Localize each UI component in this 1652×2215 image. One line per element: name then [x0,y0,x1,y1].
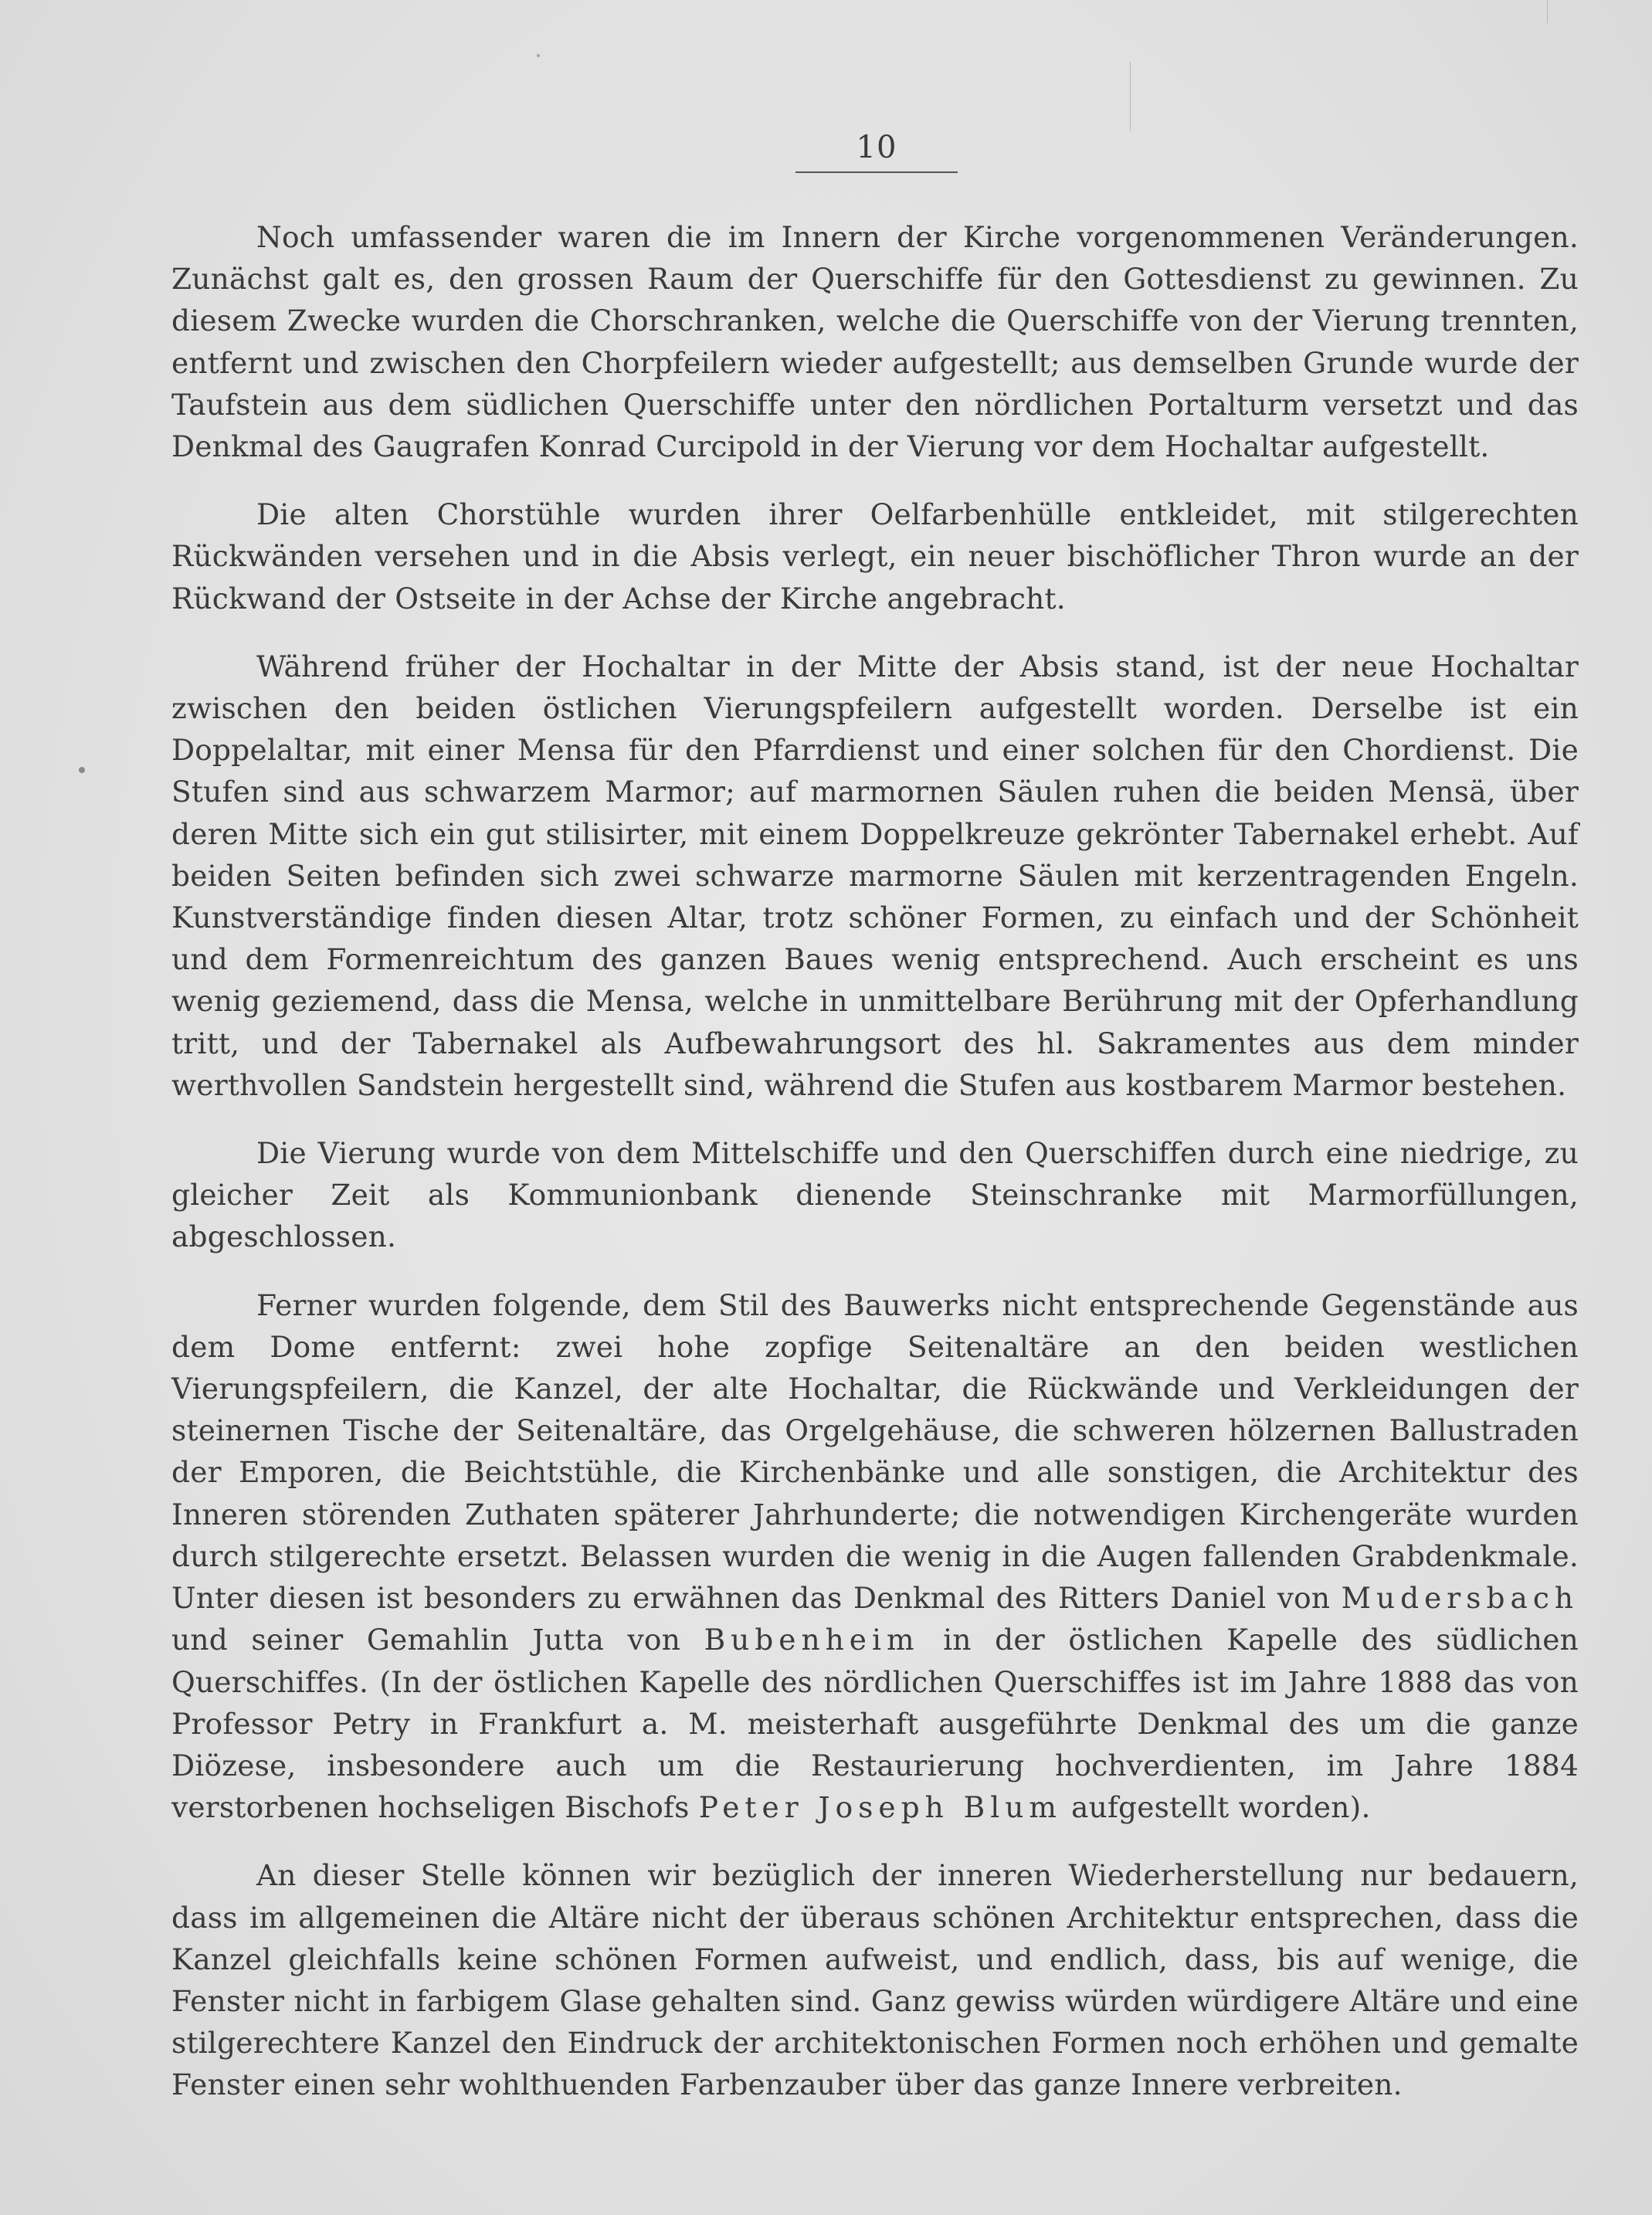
paragraph-4: Die Vierung wurde von dem Mittelschiffe und den Querschiffen durch eine niedrige, zu gleicher Zeit als Kommunionbank dienende Steinschranke mit Marmorfüllungen, abgeschlossen. [171,1136,1579,1254]
scan-speck [537,54,540,57]
paragraph-6: An dieser Stelle können wir bezüglich der inneren Wiederherstellung nur bedauern, dass im allgemeinen die Altäre nicht der überaus schönen Architektur entsprechen, dass die Kanzel gleichfalls keine schönen Formen aufweist, und endlich, dass, bis auf wenige, die Fenster nicht in farbigem Glase gehalten sind. Ganz gewiss würden würdigere Altäre und eine stilgerechtere Kanzel den Eindruck der architektonischen Formen noch erhöhen und gemalte Fenster einen sehr wohlthuenden Farbenzauber über das ganze Innere verbreiten. [171,1858,1579,2102]
paragraph-5-part-3: in der östlichen Kapelle des südlichen Querschiffes. (In der östlichen Kapelle des nördlichen Querschiffes ist im Jahre 1888 das von Professor Petry in Frankfurt a. M. meisterhaft ausgeführte Denkmal des um die ganze Diözese, insbesondere auch um die Restaurierung hochverdienten, im Jahre 1884 verstorbenen hochseligen Bischofs [171,1623,1579,1825]
body-text [171,216,1579,2132]
paragraph-2: Die alten Chorstühle wurden ihrer Oelfarbenhülle entkleidet, mit stilgerechten Rückwänden versehen und in die Absis verlegt, ein neuer bischöflicher Thron wurde an der Rückwand der Ostseite in der Achse der Kirche angebracht. [171,497,1579,616]
paragraph-1: Noch umfassender waren die im Innern der Kirche vorgenommenen Veränderungen. Zunächst galt es, den grossen Raum der Querschiffe für den Gottesdienst zu gewinnen. Zu diesem Zwecke wurden die Chorschranken, welche die Querschiffe von der Vierung trennten, entfernt und zwischen den Chorpfeilern wieder aufgestellt; aus demselben Grunde wurde der Taufstein aus dem südlichen Querschiffe unter den nördlichen Portalturm versetzt und das Denkmal des Gaugrafen Konrad Curcipold in der Vierung vor dem Hochaltar aufgestellt. [171,220,1579,464]
paragraph-5-part-4: aufgestellt worden). [1061,1790,1371,1825]
page-number-rule [795,171,958,173]
scan-scratch [1547,0,1548,23]
paragraph-5-part-1: Ferner wurden folgende, dem Stil des Bauwerks nicht entsprechende Gegenstände aus dem Dome entfernt: zwei hohe zopfige Seitenaltäre an den beiden westlichen Vierungspfeilern, die Kanzel, der alte Hochaltar, die Rückwände und Verkleidungen der steinernen Tische der Seitenaltäre, das Orgelgehäuse, die schweren hölzernen Ballustraden der Emporen, die Beichtstühle, die Kirchenbänke und alle sonstigen, die Architektur des Inneren störenden Zuthaten späterer Jahrhunderte; die notwendigen Kirchengeräte wurden durch stilgerechte ersetzt. Belassen wurden die wenig in die Augen fallenden Grabdenkmale. Unter diesen ist besonders zu erwähnen das Denkmal des Ritters Daniel von [171,1287,1579,1616]
scan-speck [79,767,85,773]
name-bubenheim: Bubenheim [704,1623,920,1657]
paragraph-5 [171,1284,1579,1829]
scan-scratch [1130,62,1131,131]
name-peter-joseph-blum: Peter Joseph Blum [698,1790,1062,1825]
page-number: 10 [856,130,897,165]
paragraph-5-part-2: und seiner Gemahlin Jutta von [171,1623,704,1657]
name-mudersbach: Mudersbach [1341,1581,1579,1616]
paragraph-3: Während früher der Hochaltar in der Mitte der Absis stand, ist der neue Hochaltar zwischen den beiden östlichen Vierungspfeilern aufgestellt worden. Derselbe ist ein Doppelaltar, mit einer Mensa für den Pfarrdienst und einer solchen für den Chordienst. Die Stufen sind aus schwarzem Marmor; auf marmornen Säulen ruhen die beiden Mensä, über deren Mitte sich ein gut stilisirter, mit einem Doppelkreuze gekrönter Tabernakel erhebt. Auf beiden Seiten befinden sich zwei schwarze marmorne Säulen mit kerzentragenden Engeln. Kunstverständige finden diesen Altar, trotz schöner Formen, zu einfach und der Schönheit und dem Formenreichtum des ganzen Baues wenig entsprechend. Auch erscheint es uns wenig geziemend, dass die Mensa, welche in unmittelbare Berührung mit der Opferhandlung tritt, und der Tabernakel als Aufbewahrungsort des hl. Sakramentes aus dem minder werthvollen Sandstein hergestellt sind, während die Stufen aus kostbarem Marmor bestehen. [171,649,1579,1102]
